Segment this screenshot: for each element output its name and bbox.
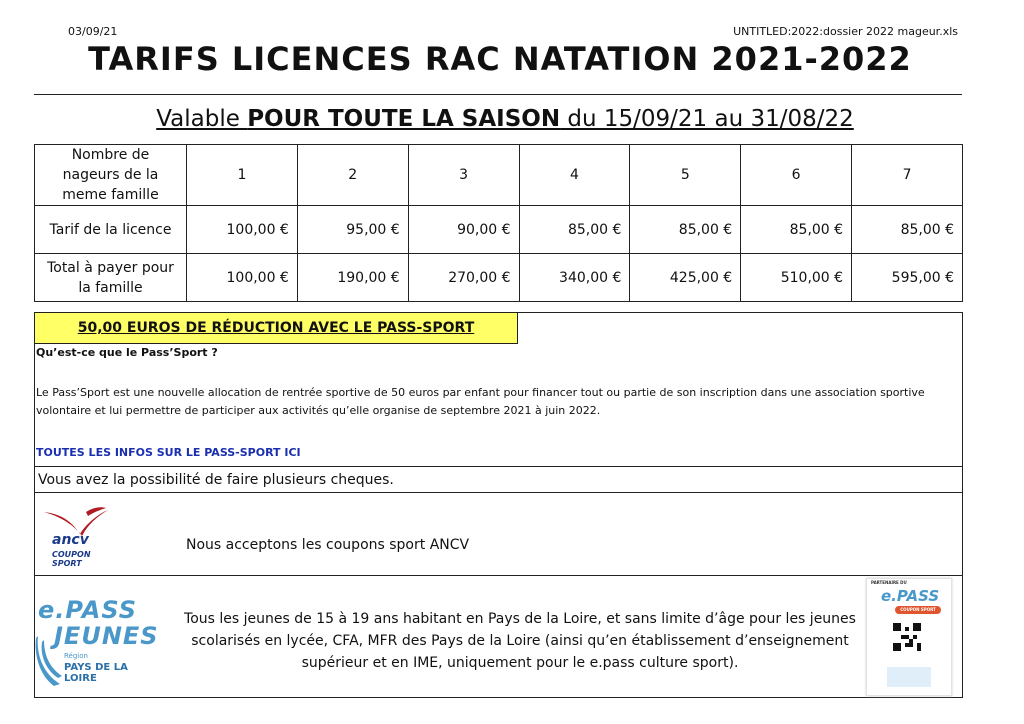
- licence-price-cell: 85,00 €: [630, 206, 741, 254]
- licence-price-cell: 85,00 €: [741, 206, 852, 254]
- table-row-total: [35, 254, 963, 302]
- family-total-cell: 270,00 €: [408, 254, 519, 302]
- family-total-cell: 595,00 €: [852, 254, 963, 302]
- swimmer-count-cell: 1: [187, 145, 298, 206]
- family-total-cell: 100,00 €: [187, 254, 298, 302]
- epass-jeunes-logo: [34, 596, 159, 688]
- sticker-brand: e.PASS: [881, 587, 940, 605]
- licence-price-cell: 100,00 €: [187, 206, 298, 254]
- section-divider: [34, 492, 963, 493]
- licence-price-cell: 90,00 €: [408, 206, 519, 254]
- sticker-tag: COUPON SPORT: [895, 606, 941, 614]
- pass-sport-question: Qu’est-ce que le Pass’Sport ?: [36, 346, 218, 359]
- swimmer-count-cell: 3: [408, 145, 519, 206]
- swimmer-count-cell: 6: [741, 145, 852, 206]
- family-total-cell: 425,00 €: [630, 254, 741, 302]
- swimmer-count-cell: 2: [297, 145, 408, 206]
- row-label-swimmers: Nombre de nageurs de la meme famille: [35, 145, 187, 206]
- swimmer-count-cell: 4: [519, 145, 630, 206]
- file-name: UNTITLED:2022:dossier 2022 mageur.xls: [733, 25, 958, 38]
- epass-partner-sticker: [866, 578, 952, 696]
- title-divider: [34, 94, 962, 95]
- epass-description: Tous les jeunes de 15 à 19 ans habitant en Pays de la Loire, et sans limite d’âge pour les jeunes scolarisés en lycée, CFA, MFR des Pays de la Loire (ainsi qu’en établissement d’enseignement supérieur et en IME, uniquement pour le e.pass culture sport).: [184, 611, 856, 671]
- row-label-licence: Tarif de la licence: [35, 206, 187, 254]
- qr-code-icon: [893, 623, 921, 651]
- subtitle-suffix: du 15/09/21 au 31/08/22: [560, 106, 854, 132]
- family-total-cell: 190,00 €: [297, 254, 408, 302]
- cheques-text: Vous avez la possibilité de faire plusieurs cheques.: [38, 472, 394, 488]
- ancv-logo-word: ancv: [52, 532, 89, 548]
- epass-logo-small: Région: [64, 652, 88, 660]
- subtitle-emphasis: POUR TOUTE LA SAISON: [247, 106, 561, 132]
- swimmer-count-cell: 5: [630, 145, 741, 206]
- table-row-licence: [35, 206, 963, 254]
- swimmer-count-cell: 7: [852, 145, 963, 206]
- section-divider: [34, 466, 963, 467]
- ancv-text: Nous acceptons les coupons sport ANCV: [186, 537, 470, 553]
- epass-line2: JEUNES: [54, 622, 159, 650]
- pass-sport-link[interactable]: TOUTES LES INFOS SUR LE PASS-SPORT ICI: [36, 446, 301, 459]
- sticker-top-text: PARTENAIRE DU: [871, 580, 907, 585]
- ancv-logo: [42, 504, 122, 568]
- print-date: 03/09/21: [68, 25, 118, 38]
- sticker-epass-logo: [887, 667, 931, 687]
- page-title: TARIFS LICENCES RAC NATATION 2021-2022: [88, 40, 912, 78]
- table-row-swimmers: [35, 145, 963, 206]
- epass-line1: e.PASS: [38, 596, 138, 624]
- licence-price-cell: 85,00 €: [852, 206, 963, 254]
- validity-subtitle: [0, 106, 1010, 132]
- family-total-cell: 510,00 €: [741, 254, 852, 302]
- epass-logo-region: PAYS DE LA LOIRE: [64, 662, 128, 684]
- row-label-total: Total à payer pour la famille: [35, 254, 187, 302]
- licence-price-cell: 85,00 €: [519, 206, 630, 254]
- family-total-cell: 340,00 €: [519, 254, 630, 302]
- pass-sport-banner: 50,00 EUROS DE RÉDUCTION AVEC LE PASS-SPORT: [34, 312, 518, 344]
- pass-sport-description: Le Pass’Sport est une nouvelle allocation de rentrée sportive de 50 euros par enfant pour financer tout ou partie de son inscription dans une association sportive volontaire et lui permettre de participer aux activités qu’elle organise de septembre 2021 à juin 2022.: [36, 386, 925, 417]
- licence-price-cell: 95,00 €: [297, 206, 408, 254]
- subtitle-prefix: Valable: [156, 106, 248, 132]
- section-divider: [34, 575, 963, 576]
- tariff-table: [34, 144, 963, 302]
- ancv-logo-sub: COUPON SPORT: [52, 550, 91, 568]
